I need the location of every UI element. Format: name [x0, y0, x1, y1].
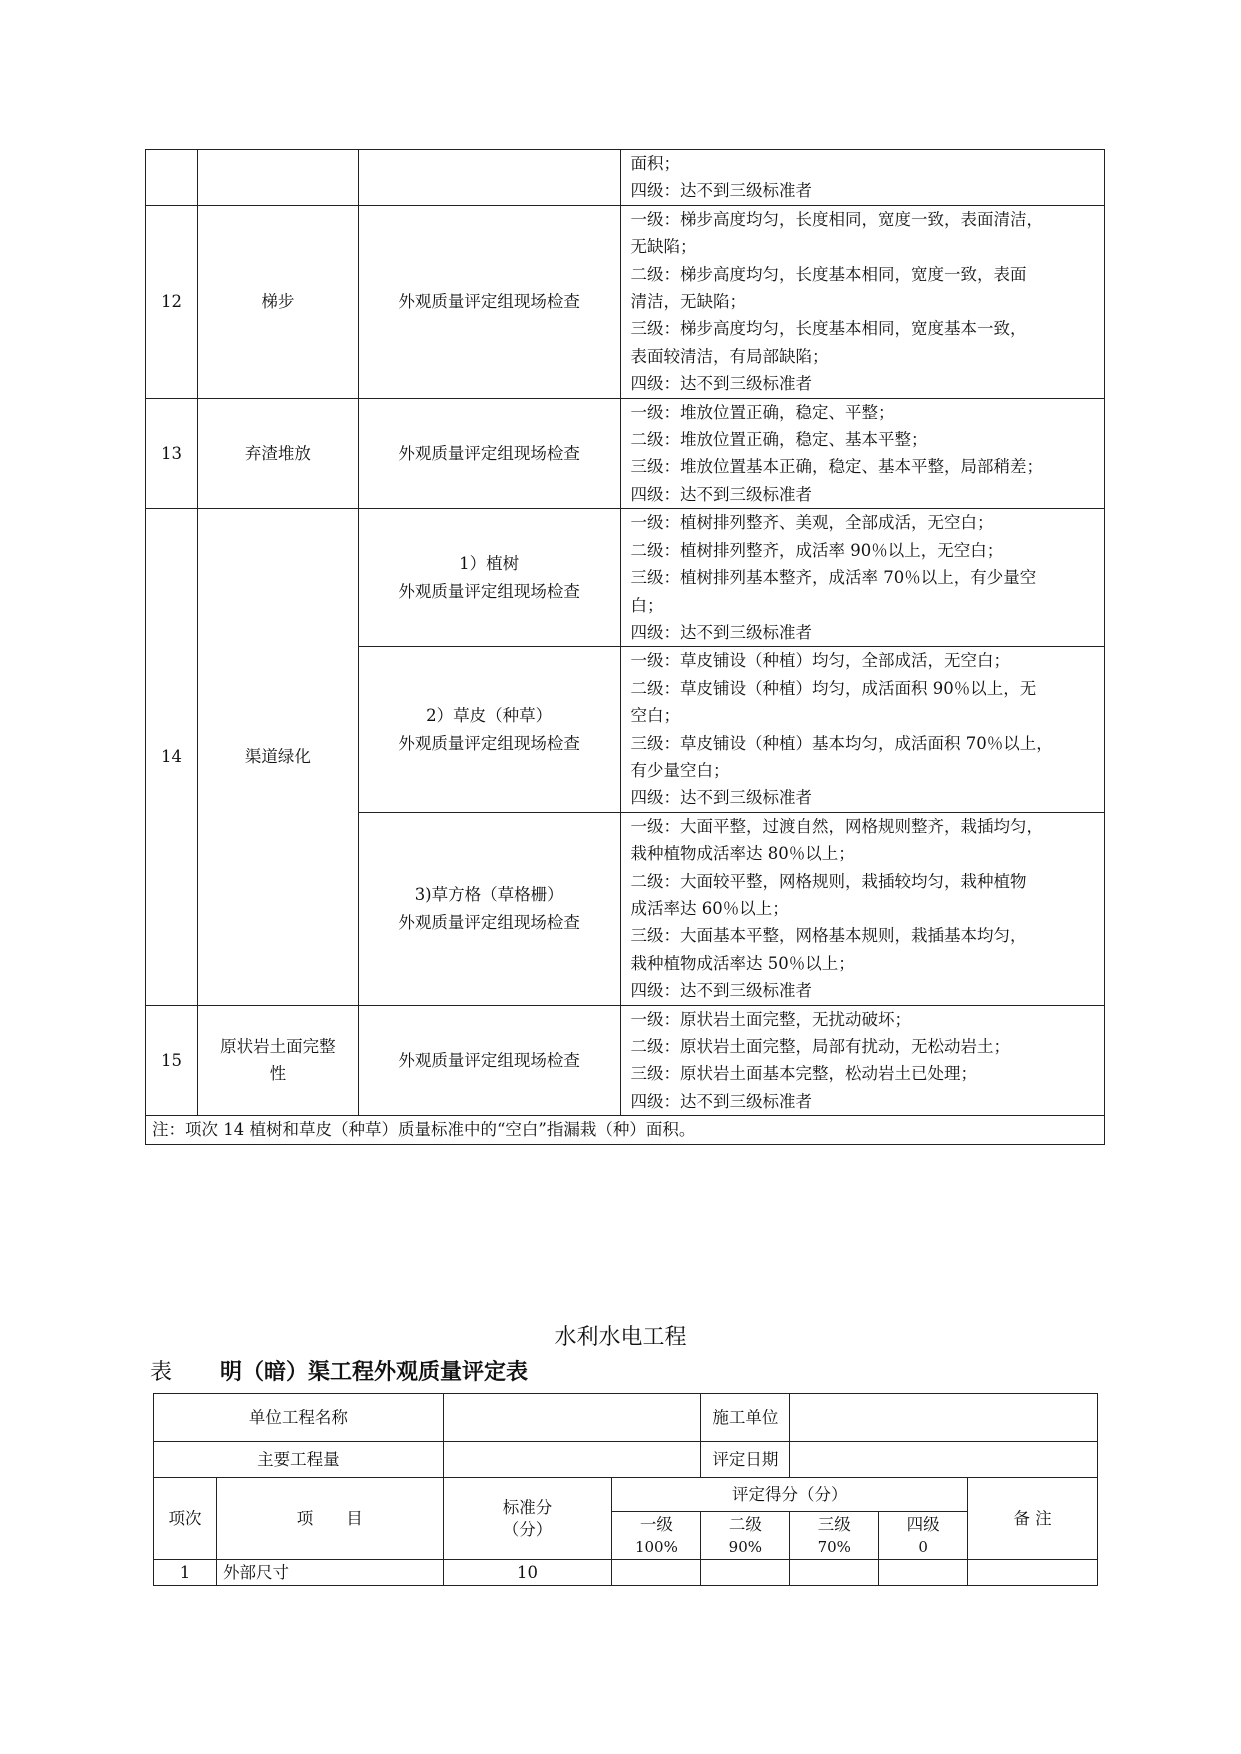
standard-line: 二级：大面较平整，网格规则，栽插较均匀，栽种植物: [630, 871, 1027, 891]
standard-line: 清洁，无缺陷；: [630, 292, 747, 312]
table-row: [146, 1005, 1105, 1116]
table-note: 注：项次 14 植树和草皮（种草）质量标准中的“空白”指漏栽（种）面积。: [146, 1116, 1105, 1144]
item-number: 12: [146, 205, 198, 398]
standard-line: 二级：原状岩土面完整，局部有扰动，无松动岩土；: [630, 1037, 1011, 1056]
table-header-row: [154, 1478, 1098, 1512]
item-number: 15: [146, 1005, 198, 1116]
item-name: 外部尺寸: [216, 1560, 443, 1586]
col-header-remark: 备 注: [968, 1478, 1098, 1560]
item-name: [197, 1005, 358, 1116]
unit-name-label: 单位工程名称: [154, 1394, 444, 1442]
standard-line: 四级：达不到三级标准者: [630, 484, 813, 504]
grade-percent: 90%: [728, 1537, 763, 1556]
contractor-field[interactable]: [790, 1394, 1098, 1442]
table-row: [154, 1394, 1098, 1442]
standard-line: 二级：堆放位置正确，稳定、基本平整；: [630, 430, 928, 450]
standard-line: 四级：达不到三级标准者: [630, 788, 813, 808]
col-header-score: 评定得分（分）: [612, 1478, 968, 1512]
table-row: [146, 398, 1105, 509]
standard-line: 二级：草皮铺设（种植）均匀，成活面积 90％以上，无: [630, 678, 1037, 698]
check-method: [358, 647, 620, 812]
sub-item-method: 外观质量评定组现场检查: [398, 912, 580, 932]
grade-percent: 70%: [817, 1537, 851, 1556]
item-name-line: 原状岩土面完整: [220, 1037, 336, 1056]
standard-line: 四级：达不到三级标准者: [630, 374, 813, 394]
item-number: [146, 150, 198, 206]
table-row: [154, 1442, 1098, 1478]
grade-percent: 0: [918, 1537, 928, 1556]
remark-cell[interactable]: [968, 1560, 1098, 1586]
standard-line: 三级：植树排列基本整齐，成活率 70％以上，有少量空: [630, 568, 1037, 588]
standard-line: 一级：梯步高度均匀，长度相同，宽度一致，表面清洁，: [630, 209, 1044, 229]
sub-item-method: 外观质量评定组现场检查: [398, 581, 580, 601]
sub-item-label: 1）植树: [459, 554, 520, 574]
standard-line: 栽种植物成活率达 50％以上；: [630, 953, 855, 973]
standard-score-unit: （分）: [502, 1519, 553, 1539]
standard-line: 一级：堆放位置正确，稳定、平整；: [630, 402, 895, 422]
standard-score-label: 标准分: [502, 1497, 553, 1517]
grade-2-header: [701, 1512, 790, 1560]
standard-line: 四级：达不到三级标准者: [630, 622, 813, 642]
evaluation-date-field[interactable]: [790, 1442, 1098, 1478]
standard-line: 三级：大面基本平整，网格基本规则，栽插基本均匀，: [630, 926, 1027, 946]
grade-4-score[interactable]: [879, 1560, 968, 1586]
standard-score: 10: [443, 1560, 612, 1586]
standard-line: 四级：达不到三级标准者: [630, 1091, 813, 1111]
standard-line: 一级：原状岩土面完整，无扰动破坏；: [630, 1009, 912, 1029]
check-method: 外观质量评定组现场检查: [358, 398, 620, 509]
standard-line: 一级：植树排列整齐、美观，全部成活，无空白；: [630, 513, 994, 533]
item-name: [197, 150, 358, 206]
quality-standard-cell: [620, 1005, 1104, 1116]
table-title: 明（暗）渠工程外观质量评定表: [220, 1359, 529, 1385]
item-name: 渠道绿化: [197, 509, 358, 1005]
grade-name: 一级: [639, 1514, 673, 1534]
grade-3-score[interactable]: [790, 1560, 879, 1586]
quality-standard-cell: [620, 647, 1104, 812]
item-number: 1: [154, 1560, 217, 1586]
table-row: [146, 150, 1105, 206]
quantity-label: 主要工程量: [154, 1442, 444, 1478]
form-title: [150, 1355, 528, 1386]
sub-item-label: 2）草皮（种草）: [426, 706, 553, 726]
grade-1-score[interactable]: [612, 1560, 701, 1586]
grade-3-header: [790, 1512, 879, 1560]
standard-line: 三级：原状岩土面基本完整，松动岩土已处理；: [630, 1064, 978, 1084]
evaluation-form-table: [153, 1393, 1098, 1586]
quality-standard-cell: [620, 150, 1104, 206]
standard-line: 三级：梯步高度均匀，长度基本相同，宽度基本一致，: [630, 319, 1027, 339]
grade-1-header: [612, 1512, 701, 1560]
grade-name: 二级: [728, 1514, 762, 1534]
table-row: [154, 1560, 1098, 1586]
contractor-label: 施工单位: [701, 1394, 790, 1442]
grade-percent: 100%: [634, 1537, 678, 1556]
quality-standards-table: [145, 149, 1105, 1145]
grade-4-header: [879, 1512, 968, 1560]
sub-item-label: 3)草方格（草格栅）: [414, 885, 564, 905]
standard-line: 有少量空白；: [630, 760, 730, 780]
item-number: 13: [146, 398, 198, 509]
evaluation-date-label: 评定日期: [701, 1442, 790, 1478]
table-row: [146, 205, 1105, 398]
item-name: 梯步: [197, 205, 358, 398]
check-method: 外观质量评定组现场检查: [358, 1005, 620, 1116]
standard-line: 栽种植物成活率达 80％以上；: [630, 844, 855, 864]
col-header-item: 项 目: [216, 1478, 443, 1560]
grade-name: 四级: [906, 1514, 940, 1534]
note-row: [146, 1116, 1105, 1144]
table-prefix: 表: [150, 1360, 173, 1385]
quantity-field[interactable]: [443, 1442, 701, 1478]
grade-name: 三级: [817, 1514, 851, 1534]
quality-standard-cell: [620, 509, 1104, 647]
standard-line: 三级：堆放位置基本正确，稳定、基本平整，局部稍差；: [630, 457, 1044, 477]
unit-name-field[interactable]: [443, 1394, 701, 1442]
sub-item-method: 外观质量评定组现场检查: [398, 733, 580, 753]
check-method: [358, 812, 620, 1005]
item-number: 14: [146, 509, 198, 1005]
standard-line: 一级：草皮铺设（种植）均匀，全部成活，无空白；: [630, 651, 1011, 671]
item-name: 弃渣堆放: [197, 398, 358, 509]
grade-2-score[interactable]: [701, 1560, 790, 1586]
check-method: 外观质量评定组现场检查: [358, 205, 620, 398]
standard-line: 白；: [630, 595, 664, 615]
quality-standard-cell: [620, 398, 1104, 509]
col-header-standard-score: [443, 1478, 612, 1560]
standard-line: 成活率达 60％以上；: [630, 898, 789, 918]
quality-standard-cell: [620, 205, 1104, 398]
item-name-line: 性: [269, 1064, 287, 1084]
standard-line: 二级：梯步高度均匀，长度基本相同，宽度一致，表面: [630, 264, 1027, 284]
standard-line: 空白；: [630, 706, 681, 726]
col-header-no: 项次: [154, 1478, 217, 1560]
standard-line: 面积；: [630, 154, 681, 173]
standard-line: 二级：植树排列整齐，成活率 90％以上，无空白；: [630, 540, 1004, 560]
standard-line: 三级：草皮铺设（种植）基本均匀，成活面积 70％以上，: [630, 733, 1053, 753]
check-method: [358, 509, 620, 647]
standard-line: 表面较清洁，有局部缺陷；: [630, 346, 829, 366]
standard-line: 无缺陷；: [630, 237, 697, 257]
check-method: [358, 150, 620, 206]
table-row: [146, 509, 1105, 647]
quality-standard-cell: [620, 812, 1104, 1005]
standard-line: 一级：大面平整，过渡自然，网格规则整齐，栽插均匀，: [630, 816, 1044, 836]
form-category-title: 水利水电工程: [554, 1325, 687, 1350]
standard-line: 四级：达不到三级标准者: [630, 181, 813, 201]
standard-line: 四级：达不到三级标准者: [630, 981, 813, 1001]
